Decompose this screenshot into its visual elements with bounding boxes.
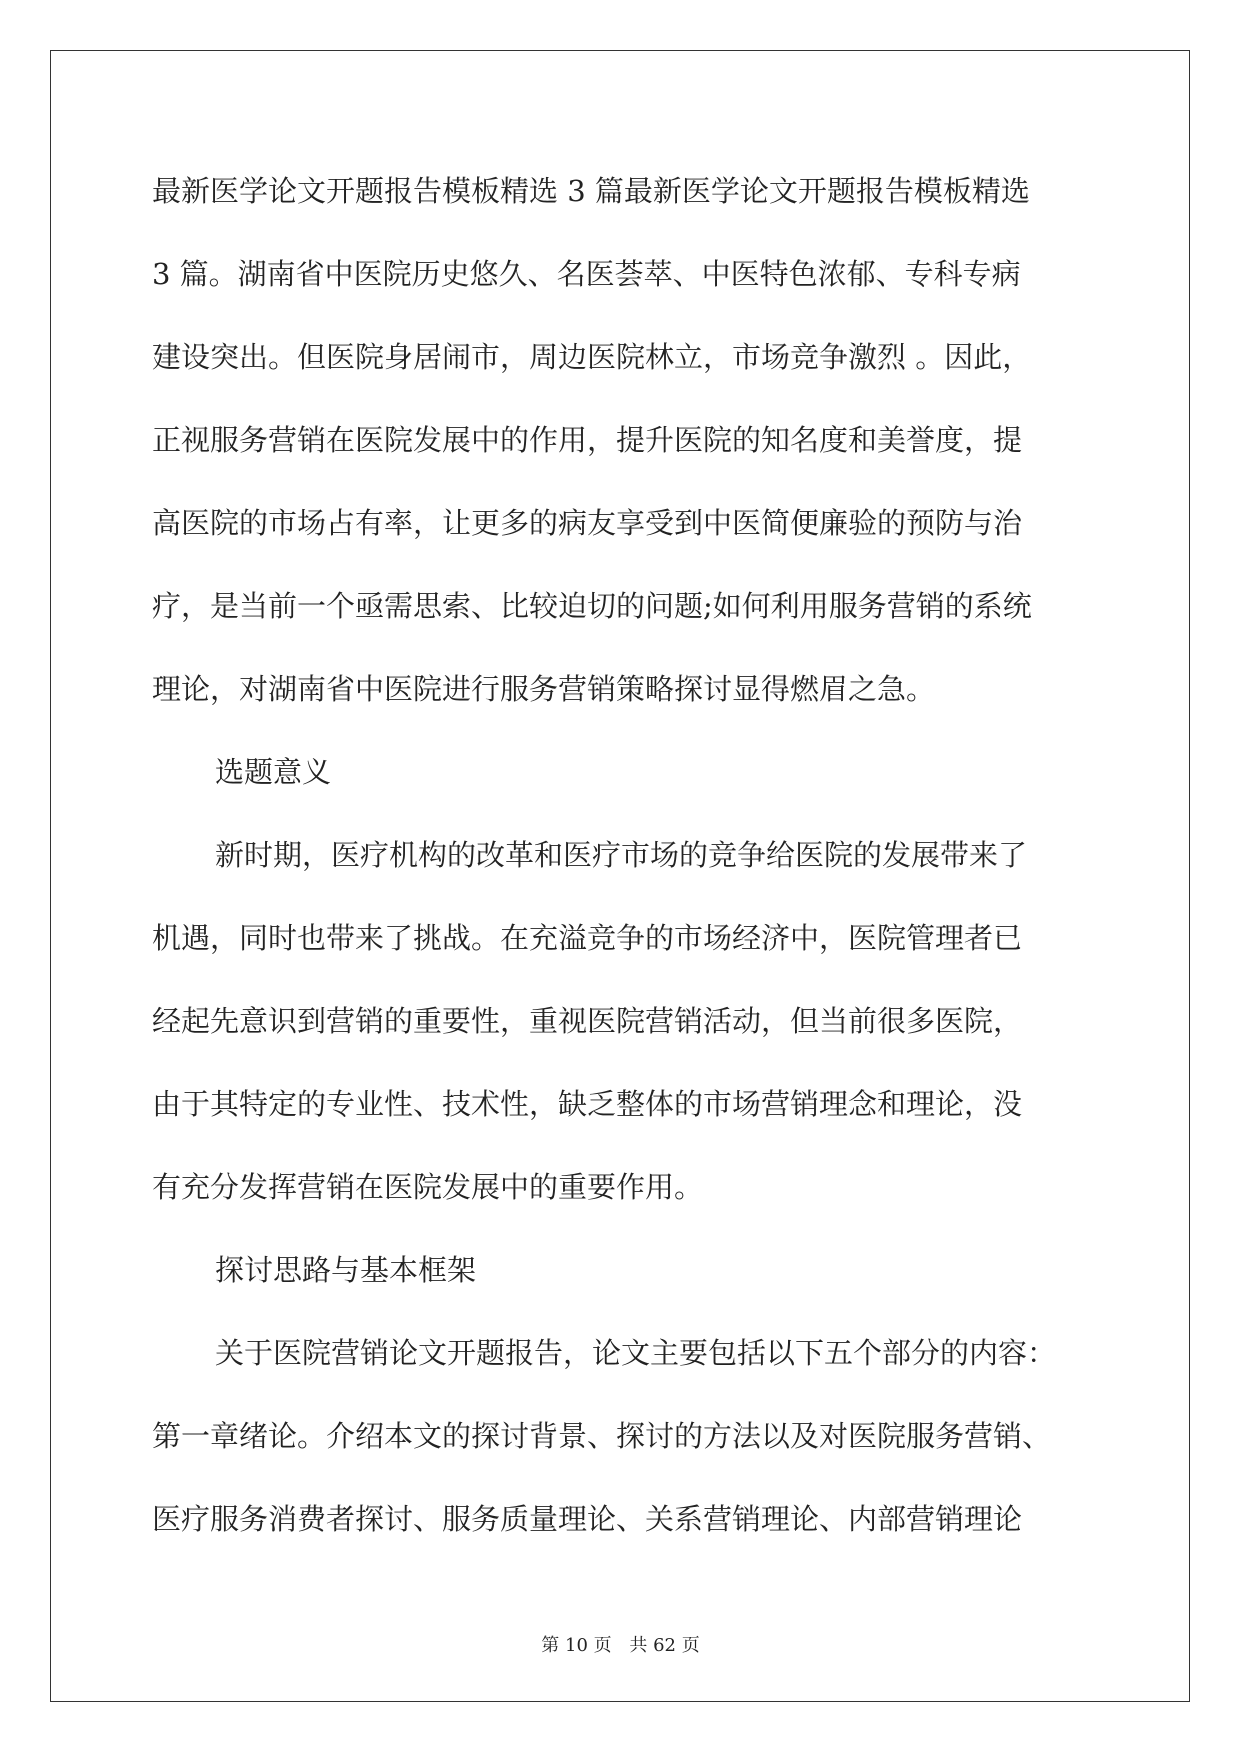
body-line-2: 3 篇。湖南省中医院历史悠久、名医荟萃、中医特色浓郁、专科专病	[152, 257, 1021, 291]
body-line-6: 疗，是当前一个亟需思索、比较迫切的问题;如何利用服务营销的系统	[152, 589, 1032, 623]
body-line-4: 正视服务营销在医院发展中的作用，提升医院的知名度和美誉度，提	[152, 423, 1023, 457]
page-footer	[0, 1631, 1241, 1657]
section-heading-research-framework: 探讨思路与基本框架	[215, 1253, 477, 1287]
body-line-3: 建设突出。但医院身居闹市，周边医院林立，市场竞争激烈 。因此，	[152, 340, 1032, 374]
body-line-15: 关于医院营销论文开题报告，论文主要包括以下五个部分的内容：	[215, 1336, 1057, 1370]
page-number: 第 10 页	[541, 1635, 612, 1656]
document-body	[152, 160, 1092, 1571]
body-line-11: 经起先意识到营销的重要性，重视医院营销活动，但当前很多医院，	[152, 1004, 1023, 1038]
body-line-13: 有充分发挥营销在医院发展中的重要作用。	[152, 1170, 704, 1204]
body-line-5: 高医院的市场占有率，让更多的病友享受到中医简便廉验的预防与治	[152, 506, 1023, 540]
section-heading-topic-significance: 选题意义	[215, 755, 332, 789]
body-line-9: 新时期，医疗机构的改革和医疗市场的竞争给医院的发展带来了	[215, 838, 1028, 872]
body-line-16: 第一章绪论。介绍本文的探讨背景、探讨的方法以及对医院服务营销、	[152, 1419, 1052, 1453]
body-line-1: 最新医学论文开题报告模板精选 3 篇最新医学论文开题报告模板精选	[152, 174, 1030, 208]
body-line-17: 医疗服务消费者探讨、服务质量理论、关系营销理论、内部营销理论	[152, 1502, 1023, 1536]
body-line-12: 由于其特定的专业性、技术性，缺乏整体的市场营销理念和理论，没	[152, 1087, 1023, 1121]
body-line-10: 机遇，同时也带来了挑战。在充溢竞争的市场经济中，医院管理者已	[152, 921, 1023, 955]
page-total: 共 62 页	[629, 1635, 700, 1656]
body-line-7: 理论，对湖南省中医院进行服务营销策略探讨显得燃眉之急。	[152, 672, 936, 706]
